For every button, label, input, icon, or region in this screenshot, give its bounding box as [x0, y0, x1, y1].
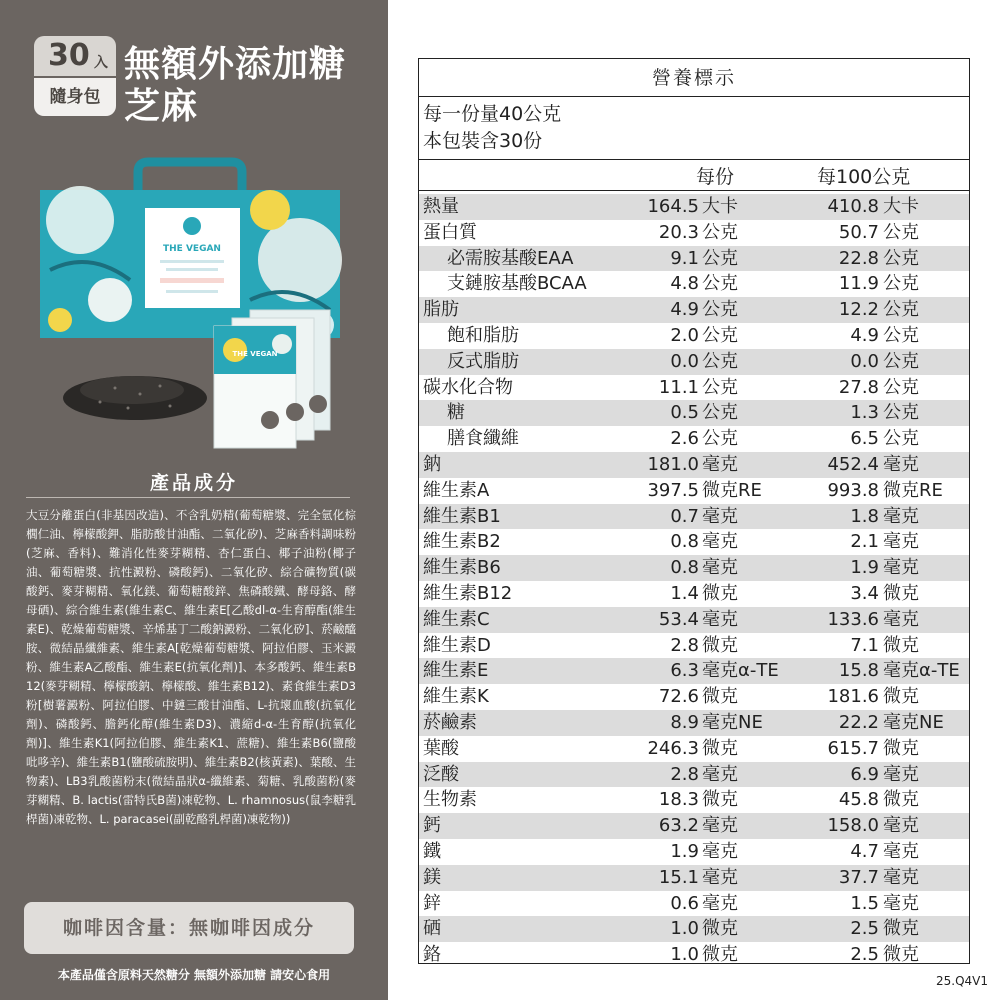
- nutrition-row: [419, 400, 969, 426]
- per-serving-value: 72.6: [658, 686, 699, 708]
- product-info-panel: [0, 0, 388, 1000]
- per-100g-unit: 毫克α-TE: [883, 660, 960, 682]
- per-serving-value: 0.0: [670, 350, 699, 372]
- version-code: 25.Q4V1: [935, 974, 988, 988]
- per-serving-unit: 公克: [702, 221, 738, 243]
- nutrition-row: [419, 942, 969, 968]
- per-100g-unit: 毫克: [883, 531, 919, 553]
- nutrition-row: [419, 246, 969, 272]
- per-serving-unit: 公克: [702, 299, 738, 321]
- nutrition-row: [419, 220, 969, 246]
- nutrition-row: [419, 710, 969, 736]
- per-100g-unit: 微克: [883, 789, 919, 811]
- header-divider: [419, 190, 969, 191]
- nutrition-row: [419, 194, 969, 220]
- nutrient-name: 鉻: [423, 944, 441, 966]
- per-serving-value: 246.3: [647, 737, 699, 759]
- per-100g-value: 1.3: [850, 402, 879, 424]
- per-serving-unit: 毫克α-TE: [702, 660, 779, 682]
- caffeine-content-label: 咖啡因含量：無咖啡因成分: [24, 902, 354, 954]
- product-title-line2: 芝麻: [124, 86, 199, 127]
- box-brand-text: THE VEGAN: [163, 244, 221, 254]
- per-serving-value: 2.6: [670, 428, 699, 450]
- per-serving-unit: 公克: [702, 247, 738, 269]
- per-100g-value: 1.5: [850, 892, 879, 914]
- nutrient-name: 維生素K: [423, 686, 489, 708]
- product-title-line1: 無額外添加糖: [124, 44, 347, 85]
- sachet-brand-text: THE VEGAN: [232, 350, 278, 358]
- nutrient-name: 泛酸: [423, 763, 459, 785]
- per-100g-value: 4.9: [850, 324, 879, 346]
- per-100g-value: 615.7: [827, 737, 879, 759]
- servings-per-pack: 本包裝含30份: [423, 130, 543, 152]
- nutrition-title: 營養標示: [419, 59, 969, 97]
- per-100g-value: 1.9: [850, 557, 879, 579]
- per-serving-unit: 微克: [702, 582, 738, 604]
- per-serving-value: 164.5: [647, 196, 699, 217]
- nutrient-name: 維生素B1: [423, 505, 501, 527]
- per-serving-value: 1.0: [670, 944, 699, 966]
- per-100g-unit: 公克: [883, 376, 919, 398]
- serving-divider: [419, 159, 969, 160]
- nutrient-name: 鎂: [423, 866, 441, 888]
- nutrition-row: [419, 916, 969, 942]
- nutrient-name: 膳食纖維: [447, 428, 519, 450]
- nutrition-row: [419, 762, 969, 788]
- per-serving-unit: 公克: [702, 273, 738, 295]
- nutrition-row: [419, 607, 969, 633]
- per-serving-value: 397.5: [647, 479, 699, 501]
- nutrient-name: 熱量: [423, 196, 459, 217]
- per-100g-unit: 毫克: [883, 892, 919, 914]
- nutrition-row: [419, 529, 969, 555]
- nutrient-name: 維生素D: [423, 634, 491, 656]
- nutrient-name: 蛋白質: [423, 221, 477, 243]
- per-100g-unit: 微克: [883, 944, 919, 966]
- per-100g-unit: 公克: [883, 247, 919, 269]
- per-100g-unit: 毫克: [883, 815, 919, 837]
- per-100g-value: 7.1: [850, 634, 879, 656]
- per-100g-value: 2.1: [850, 531, 879, 553]
- per-100g-unit: 微克: [883, 582, 919, 604]
- per-100g-value: 50.7: [838, 221, 879, 243]
- nutrient-name: 糖: [447, 402, 465, 424]
- ingredients-heading: 產品成分: [149, 472, 238, 494]
- per-100g-unit: 公克: [883, 273, 919, 295]
- per-100g-value: 27.8: [838, 376, 879, 398]
- per-serving-value: 18.3: [658, 789, 699, 811]
- nutrition-row: [419, 426, 969, 452]
- per-serving-value: 15.1: [658, 866, 699, 888]
- badge-label: 隨身包: [34, 78, 116, 116]
- per-100g-unit: 毫克: [883, 840, 919, 862]
- per-100g-unit: 微克: [883, 686, 919, 708]
- badge-unit: 入: [94, 55, 108, 71]
- per-serving-unit: 微克: [702, 737, 738, 759]
- nutrition-row: [419, 555, 969, 581]
- per-100g-unit: 公克: [883, 402, 919, 424]
- per-100g-value: 133.6: [827, 608, 879, 630]
- per-serving-unit: 微克: [702, 789, 738, 811]
- per-serving-unit: 毫克: [702, 505, 738, 527]
- per-serving-value: 8.9: [670, 711, 699, 733]
- per-serving-unit: 公克: [702, 376, 738, 398]
- nutrition-row: [419, 581, 969, 607]
- nutrient-name: 硒: [423, 918, 441, 940]
- nutrient-name: 生物素: [423, 789, 477, 811]
- nutrition-rows: [419, 194, 969, 968]
- per-serving-value: 4.8: [670, 273, 699, 295]
- pack-count-badge: [34, 36, 116, 116]
- per-serving-value: 11.1: [658, 376, 699, 398]
- nutrition-row: [419, 658, 969, 684]
- per-100g-value: 2.5: [850, 944, 879, 966]
- per-serving-value: 0.5: [670, 402, 699, 424]
- nutrient-name: 飽和脂肪: [447, 324, 519, 346]
- nutrient-name: 必需胺基酸EAA: [447, 247, 574, 269]
- nutrient-name: 碳水化合物: [423, 376, 513, 398]
- per-serving-value: 0.8: [670, 531, 699, 553]
- nutrient-name: 反式脂肪: [447, 350, 519, 372]
- nutrition-row: [419, 478, 969, 504]
- per-100g-value: 37.7: [838, 866, 879, 888]
- per-100g-value: 6.9: [850, 763, 879, 785]
- per-100g-unit: 公克: [883, 324, 919, 346]
- per-100g-unit: 微克: [883, 918, 919, 940]
- per-100g-value: 410.8: [827, 196, 879, 217]
- per-100g-unit: 毫克NE: [883, 711, 944, 733]
- per-100g-unit: 公克: [883, 299, 919, 321]
- per-serving-unit: 公克: [702, 350, 738, 372]
- per-serving-value: 63.2: [658, 815, 699, 837]
- per-serving-value: 1.0: [670, 918, 699, 940]
- per-serving-value: 20.3: [658, 221, 699, 243]
- nutrient-name: 鋅: [423, 892, 441, 914]
- per-100g-value: 452.4: [827, 453, 879, 475]
- nutrition-row: [419, 349, 969, 375]
- per-serving-value: 181.0: [647, 453, 699, 475]
- per-100g-value: 22.8: [838, 247, 879, 269]
- nutrient-name: 鈉: [423, 453, 441, 475]
- per-100g-unit: 微克RE: [883, 479, 943, 501]
- per-100g-value: 993.8: [827, 479, 879, 501]
- nutrition-row: [419, 839, 969, 865]
- per-serving-value: 9.1: [670, 247, 699, 269]
- per-serving-unit: 公克: [702, 324, 738, 346]
- per-serving-unit: 毫克: [702, 608, 738, 630]
- per-serving-unit: 微克: [702, 686, 738, 708]
- nutrition-row: [419, 297, 969, 323]
- nutrient-name: 維生素B6: [423, 557, 501, 579]
- per-serving-value: 0.7: [670, 505, 699, 527]
- per-100g-value: 11.9: [838, 273, 879, 295]
- per-100g-value: 2.5: [850, 918, 879, 940]
- per-serving-value: 1.4: [670, 582, 699, 604]
- nutrition-row: [419, 452, 969, 478]
- per-serving-unit: 公克: [702, 428, 738, 450]
- per-serving-unit: 毫克: [702, 531, 738, 553]
- per-100g-unit: 微克: [883, 634, 919, 656]
- nutrition-row: [419, 736, 969, 762]
- badge-top: [34, 36, 116, 76]
- per-serving-value: 0.6: [670, 892, 699, 914]
- per-serving-unit: 毫克: [702, 892, 738, 914]
- per-serving-unit: 微克: [702, 944, 738, 966]
- nutrient-name: 維生素B2: [423, 531, 501, 553]
- per-serving-value: 4.9: [670, 299, 699, 321]
- nutrition-row: [419, 787, 969, 813]
- per-100g-value: 3.4: [850, 582, 879, 604]
- per-100g-unit: 毫克: [883, 763, 919, 785]
- nutrition-row: [419, 865, 969, 891]
- per-100g-unit: 毫克: [883, 505, 919, 527]
- per-100g-unit: 公克: [883, 221, 919, 243]
- ingredients-divider: [26, 497, 350, 498]
- per-100g-value: 1.8: [850, 505, 879, 527]
- per-100g-unit: 微克: [883, 737, 919, 759]
- per-serving-value: 53.4: [658, 608, 699, 630]
- nutrient-name: 支鏈胺基酸BCAA: [447, 273, 587, 295]
- nutrient-name: 菸鹼素: [423, 711, 477, 733]
- per-serving-value: 2.8: [670, 634, 699, 656]
- per-100g-value: 181.6: [827, 686, 879, 708]
- per-serving-unit: 微克: [702, 634, 738, 656]
- nutrition-row: [419, 375, 969, 401]
- per-serving-unit: 毫克: [702, 453, 738, 475]
- per-100g-value: 158.0: [827, 815, 879, 837]
- per-100g-unit: 毫克: [883, 557, 919, 579]
- ingredients-text: 大豆分離蛋白(非基因改造)、不含乳奶精(葡萄糖漿、完全氫化棕櫚仁油、檸檬酸鉀、脂肪酸甘油酯、二氧化矽)、芝麻香料調味粉(芝麻、香料)、難消化性麥芽糊精、杏仁蛋白、椰子油粉(椰子油、葡萄糖漿、抗性澱粉、磷酸鈣)、二氧化矽、綜合礦物質(碳酸鈣、麥芽糊精、氧化鎂、葡萄糖酸鋅、焦磷酸鐵、酵母鉻、酵母硒)、綜合維生素(維生素C、維生素E[乙酸dl-α-生育醇酯(維生素E)、乾燥葡萄糖漿、辛烯基丁二酸鈉澱粉、二氧化矽]、菸鹼醯胺、微結晶纖維素、維生素A[乾燥葡萄糖漿、阿拉伯膠、玉米澱粉、維生素A乙酸酯、維生素E(抗氧化劑)]、本多酸鈣、維生素B12(麥芽糊精、檸檬酸鈉、檸檬酸、維生素B12)、素食維生素D3粉[樹薯澱粉、阿拉伯膠、中鏈三酸甘油酯、L-抗壞血酸(抗氧化劑)、磷酸鈣、膽鈣化醇(維生素D3)、濃縮d-α-生育醇(抗氧化劑)]、維生素K1(阿拉伯膠、維生素K1、蔗糖)、維生素B6(鹽酸吡哆辛)、維生素B1(鹽酸硫胺明)、維生素B2(核黃素)、葉酸、生物素)、LB3乳酸菌粉末(微結晶狀α-纖維素、菊糖、乳酸菌粉(麥芽糊精、B. lactis(雷特氏B菌)凍乾物、L. rhamnosus(鼠李糖乳桿菌)凍乾物、L. paracasei(副乾酪乳桿菌)凍乾物)): [26, 508, 356, 826]
- per-100g-unit: 公克: [883, 350, 919, 372]
- per-100g-value: 12.2: [838, 299, 879, 321]
- nutrient-name: 維生素A: [423, 479, 490, 501]
- nutrition-row: [419, 684, 969, 710]
- per-100g-unit: 公克: [883, 428, 919, 450]
- nutrient-name: 維生素B12: [423, 582, 513, 604]
- per-serving-unit: 微克RE: [702, 479, 762, 501]
- per-serving-unit: 毫克: [702, 557, 738, 579]
- per-serving-value: 6.3: [670, 660, 699, 682]
- nutrient-name: 維生素C: [423, 608, 490, 630]
- serving-info: [423, 101, 561, 155]
- per-100g-value: 6.5: [850, 428, 879, 450]
- nutrition-facts-table: [418, 58, 970, 964]
- serving-size: 每一份量40公克: [423, 103, 562, 125]
- nutrition-row: [419, 633, 969, 659]
- per-serving-unit: 毫克: [702, 763, 738, 785]
- per-100g-value: 45.8: [838, 789, 879, 811]
- per-100g-value: 22.2: [838, 711, 879, 733]
- per-100g-unit: 毫克: [883, 608, 919, 630]
- per-serving-value: 2.0: [670, 324, 699, 346]
- no-added-sugar-note: 本產品僅含原料天然糖分 無額外添加糖 請安心食用: [57, 968, 331, 982]
- per-serving-unit: 毫克NE: [702, 711, 763, 733]
- per-serving-unit: 毫克: [702, 866, 738, 888]
- col-header-per-serving: 每份: [696, 166, 735, 188]
- per-100g-unit: 大卡: [883, 196, 919, 217]
- nutrition-row: [419, 891, 969, 917]
- nutrition-row: [419, 271, 969, 297]
- per-serving-unit: 微克: [702, 918, 738, 940]
- per-serving-value: 1.9: [670, 840, 699, 862]
- per-serving-unit: 大卡: [702, 196, 738, 217]
- per-100g-value: 15.8: [838, 660, 879, 682]
- per-serving-unit: 公克: [702, 402, 738, 424]
- nutrition-row: [419, 813, 969, 839]
- product-package-image: [20, 150, 370, 450]
- nutrition-row: [419, 323, 969, 349]
- nutrition-row: [419, 504, 969, 530]
- nutrient-name: 脂肪: [423, 299, 459, 321]
- per-100g-unit: 毫克: [883, 453, 919, 475]
- nutrient-name: 維生素E: [423, 660, 489, 682]
- per-100g-value: 4.7: [850, 840, 879, 862]
- per-serving-unit: 毫克: [702, 840, 738, 862]
- nutrient-name: 鐵: [423, 840, 441, 862]
- nutrient-name: 鈣: [423, 815, 441, 837]
- per-serving-unit: 毫克: [702, 815, 738, 837]
- per-100g-unit: 毫克: [883, 866, 919, 888]
- per-serving-value: 0.8: [670, 557, 699, 579]
- col-header-per-100g: 每100公克: [817, 166, 911, 188]
- per-100g-value: 0.0: [850, 350, 879, 372]
- nutrient-name: 葉酸: [423, 737, 459, 759]
- badge-count: 30: [48, 38, 90, 73]
- per-serving-value: 2.8: [670, 763, 699, 785]
